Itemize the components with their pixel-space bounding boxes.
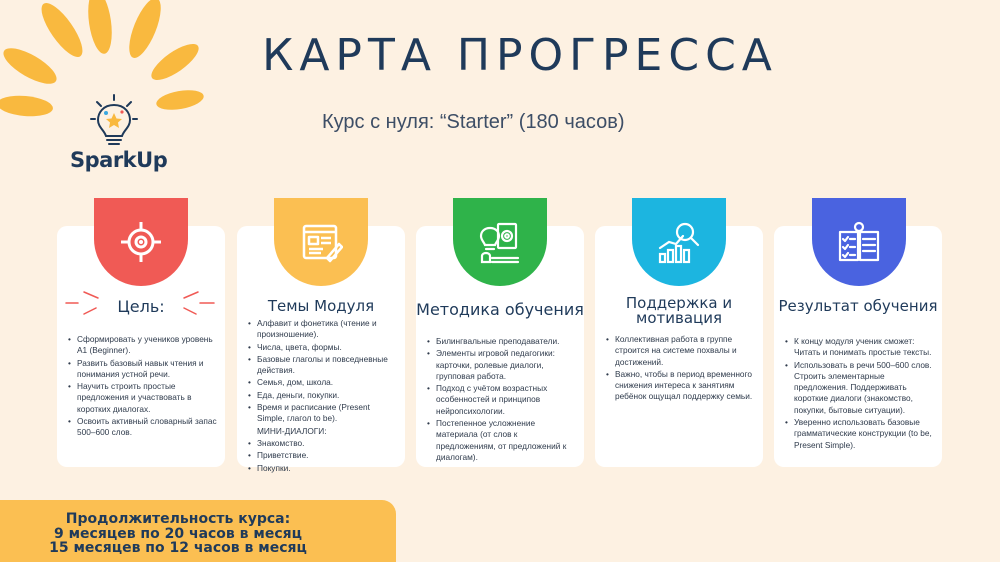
list-item: • Приветствие. [247, 450, 399, 461]
duration-option-2: 15 месяцев по 12 часов в месяц [49, 540, 307, 556]
card-title: Методика обучения [416, 300, 584, 319]
list-item: • К концу модуля ученик сможет: Читать и понимать простые тексты. [784, 336, 936, 359]
card-list [426, 336, 578, 464]
list-item: • Еда, деньги, покупки. [247, 390, 399, 401]
book-checklist-icon [837, 220, 881, 264]
list-item: • Знакомство. [247, 438, 399, 449]
list-item: • Коллективная работа в группе строится на системе похвалы и достижений. [605, 334, 757, 368]
list-item: • Научить строить простые предложения и участвовать в коротких диалогах. [67, 381, 219, 415]
list-item: • Уверенно использовать базовые грамматические конструкции (to be, Present Simple). [784, 417, 936, 451]
list-item: • Постепенное усложнение материала (от слов к предложениям, от предложений к диалогам). [426, 418, 578, 463]
lightbulb-icon [89, 93, 139, 153]
card-title: Результат обучения [778, 297, 938, 315]
card-title [595, 296, 763, 326]
list-item: • Сформировать у учеников уровень A1 (Beginner). [67, 334, 219, 357]
list-item: • Билингвальные преподаватели. [426, 336, 578, 347]
list-item: • Семья, дом, школа. [247, 377, 399, 388]
list-item: • Алфавит и фонетика (чтение и произношение). [247, 318, 399, 341]
document-icon [299, 220, 343, 264]
logo-text: SparkUp [70, 148, 168, 172]
list-item: • Время и расписание (Present Simple, глагол to be). [247, 402, 399, 425]
list-subheading: МИНИ-ДИАЛОГИ: [257, 425, 327, 436]
list-item: • Числа, цвета, формы. [247, 342, 399, 353]
list-item: • Базовые глаголы и повседневные действия. [247, 354, 399, 377]
card-list [784, 336, 936, 452]
list-item: • Элементы игровой педагогики: карточки, ролевые диалоги, групповая работа. [426, 348, 578, 382]
card-list [605, 334, 757, 404]
chart-magnifier-icon [657, 220, 701, 264]
duration-option-1: 9 месяцев по 20 часов в месяц [53, 525, 302, 542]
duration-heading: Продолжительность курса: [65, 511, 291, 527]
card-list [247, 318, 399, 475]
list-item: • Освоить активный словарный запас 500–600 слов. [67, 416, 219, 439]
list-item: • Важно, чтобы в период временного снижения интереса к занятиям ребёнок ощущал поддержку семьи. [605, 369, 757, 403]
card-title: Темы Модуля [267, 297, 375, 315]
card-list [67, 334, 219, 440]
list-item: • Покупки. [247, 463, 399, 474]
page-subtitle: Курс с нуля: “Starter” (180 часов) [322, 111, 625, 133]
list-item: • Развить базовый навык чтения и понимания устной речи. [67, 358, 219, 381]
target-icon [119, 220, 163, 264]
card-title-text: Поддержка и мотивация [625, 294, 733, 327]
page-title: КАРТА ПРОГРЕССА [262, 30, 778, 81]
duration-box [0, 500, 396, 562]
card-title: Цель: [117, 297, 165, 316]
lightbulb-gear-icon [478, 220, 522, 264]
decorative-dashes [62, 286, 222, 322]
list-item: • Подход с учётом возрастных особенностей и принципов нейропсихологии. [426, 383, 578, 417]
list-item: • Использовать в речи 500–600 слов. Строить элементарные предложения. Поддерживать короткие диалоги (знакомство, покупки, бытовые ситуации). [784, 360, 936, 416]
